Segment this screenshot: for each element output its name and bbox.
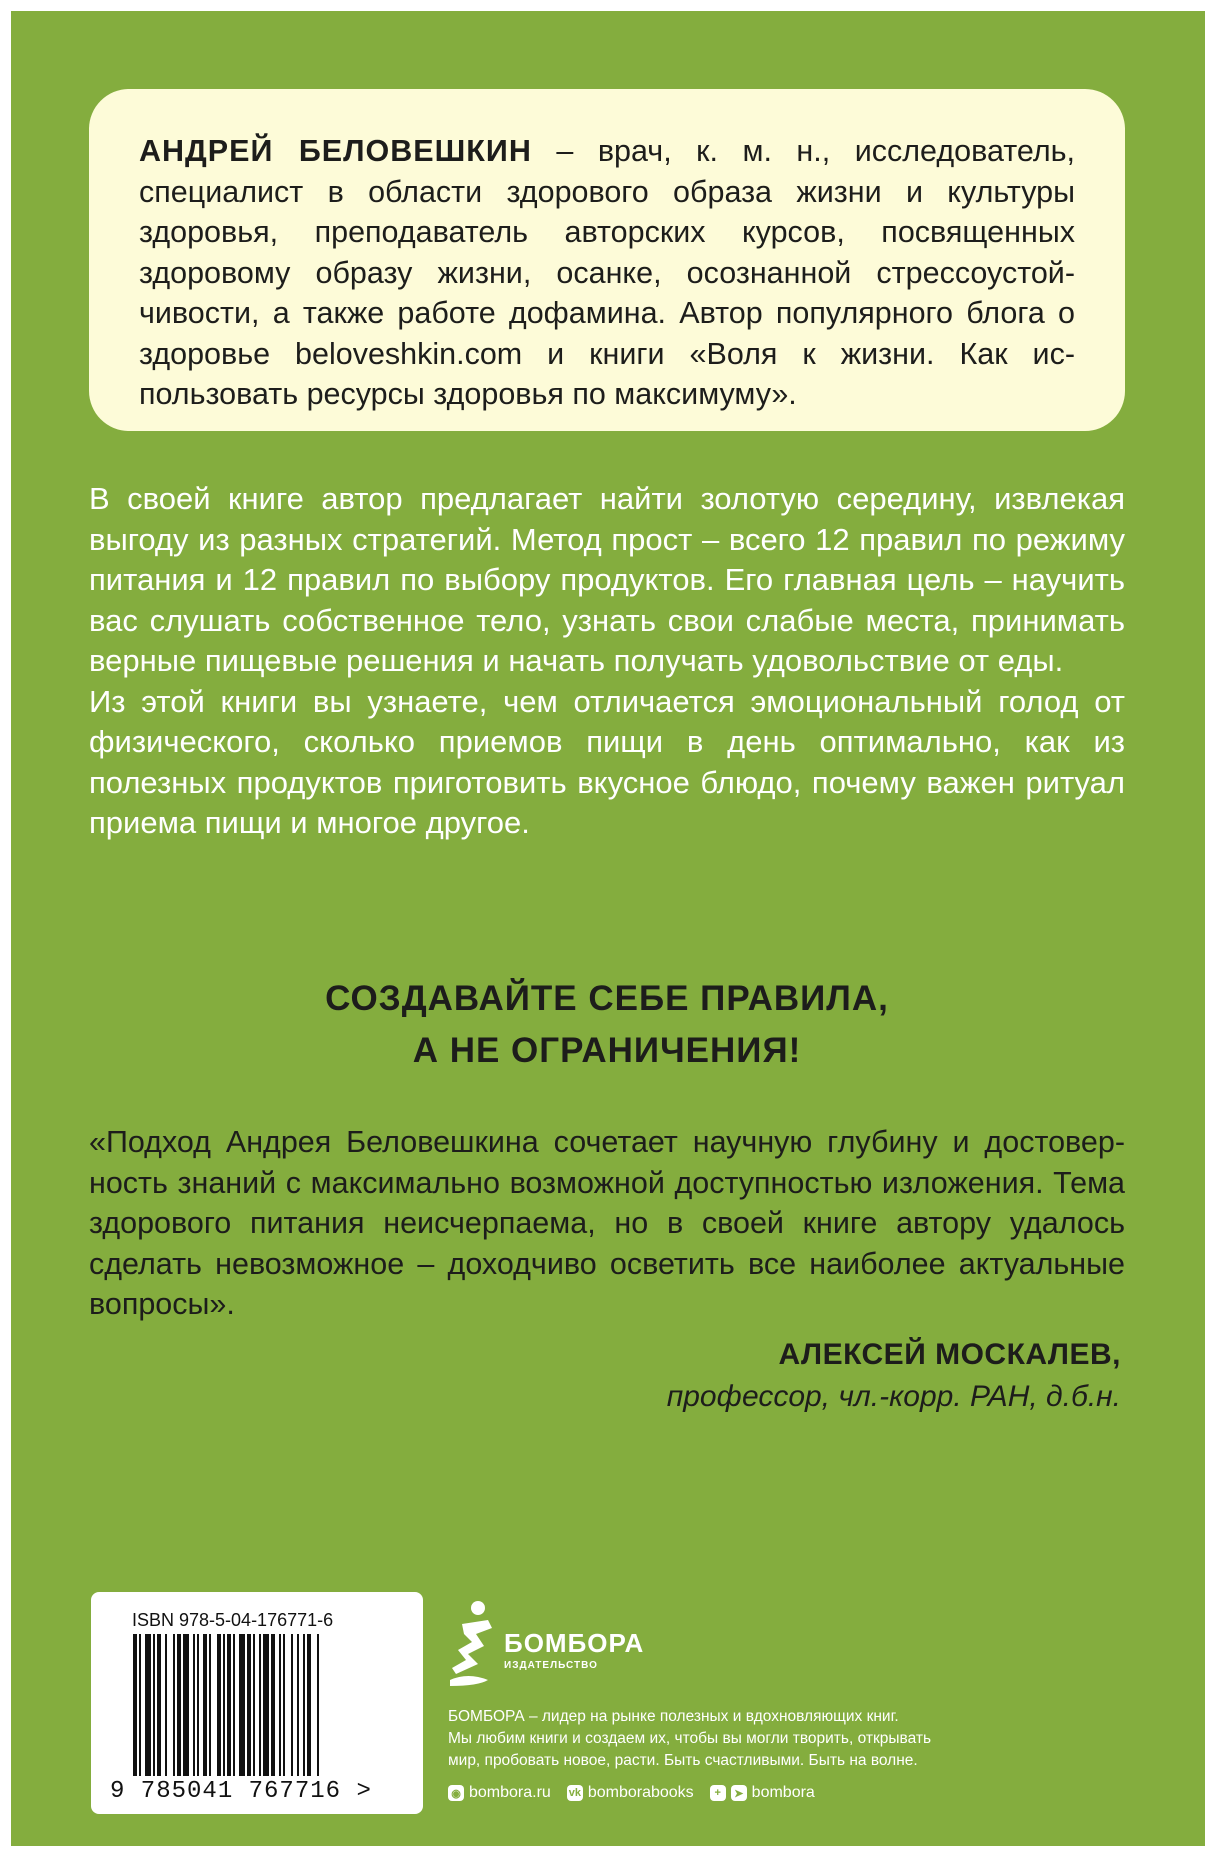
description-paragraph-1: В своей книге автор предлагает найти золотую середину, извлекая выгоду из разных стратегий. Метод прост – всего 12 правил по режиму питания и 12 правил по выбору продуктов. Его главная цель – научить вас слушать собственное тело, узнать свои слабые места, принимать верные пищевые решения и начать получать удовольствие от еды. [89,481,1125,678]
social-messengers-label: bombora [751,1784,815,1801]
publisher-logo-name: БОМБОРА [504,1628,645,1658]
social-website[interactable] [448,1784,551,1802]
globe-icon: ◉ [448,1785,464,1801]
quote-author-title: профессор, чл.-корр. РАН, д.б.н. [666,1380,1121,1413]
quote-attribution [667,1334,1121,1418]
social-vk[interactable] [567,1784,694,1802]
barcode-icon [133,1634,383,1784]
social-vk-label: bomborabooks [587,1784,694,1801]
social-links [448,1784,815,1802]
publisher-logo-subtitle: ИЗДАТЕЛЬСТВО [504,1660,598,1671]
telegram-icon: ➤ [731,1785,747,1801]
slogan [89,973,1125,1077]
barcode-panel [91,1592,423,1814]
book-back-cover [11,11,1205,1846]
description-paragraph-2: Из этой книги вы узнаете, чем отличается эмоциональный голод от физического, сколько приемов пищи в день оптимально, как из полезных продуктов приготовить вкусное блюдо, почему важен ритуал приема пищи и многое другое. [89,683,1125,840]
slogan-line-2: А НЕ ОГРАНИЧЕНИЯ! [412,1031,802,1070]
isbn-number: ISBN 978-5-04-176771-6 [132,1610,334,1630]
slogan-line-1: СОЗДАВАЙТЕ СЕБЕ ПРАВИЛА, [325,979,889,1018]
bombora-logo-icon [448,1594,504,1690]
social-website-label: bombora.ru [469,1784,551,1801]
plus-icon: + [710,1785,726,1801]
review-quote: «Подход Андрея Беловешкина сочетает научную глубину и достоверность знаний с максимально возможной доступностью изложения. Тема здорового питания неисчерпаема, но в своей книге автору удалось сделать невозможное – доходчиво осветить все наиболее актуальные вопросы». [89,1125,1125,1321]
author-name: АНДРЕЙ БЕЛОВЕШКИН [139,134,532,168]
publisher-text-line-2: Мы любим книги и создаем их, чтобы вы могли творить, открывать [448,1730,932,1747]
publisher-text-line-1: БОМБОРА – лидер на рынке полезных и вдохновляющих книг. [448,1708,899,1725]
publisher-description [448,1706,1008,1772]
barcode-digits: 9 785041 767716 > [110,1778,372,1805]
publisher-text-line-3: мир, пробовать новое, расти. Быть счастливыми. Быть на волне. [448,1752,918,1769]
author-info-box [89,89,1125,431]
quote-author-name: АЛЕКСЕЙ МОСКАЛЕВ, [778,1338,1121,1371]
book-description [89,479,1125,844]
social-messengers[interactable] [710,1784,815,1802]
author-bio: – врач, к. м. н., исследователь, специалист в области здорового образа жизни и культуры здоровья, преподаватель авторских курсов, посвященных здоровому образу жизни, осанке, осознанной стрессоустойчивости, а также работе дофамина. Автор популярного блога о здоровье beloveshkin.com и книги «Воля к жизни. Как использовать ресурсы здоровья по максимуму». [139,134,1075,411]
vk-icon: vk [568,1787,581,1799]
